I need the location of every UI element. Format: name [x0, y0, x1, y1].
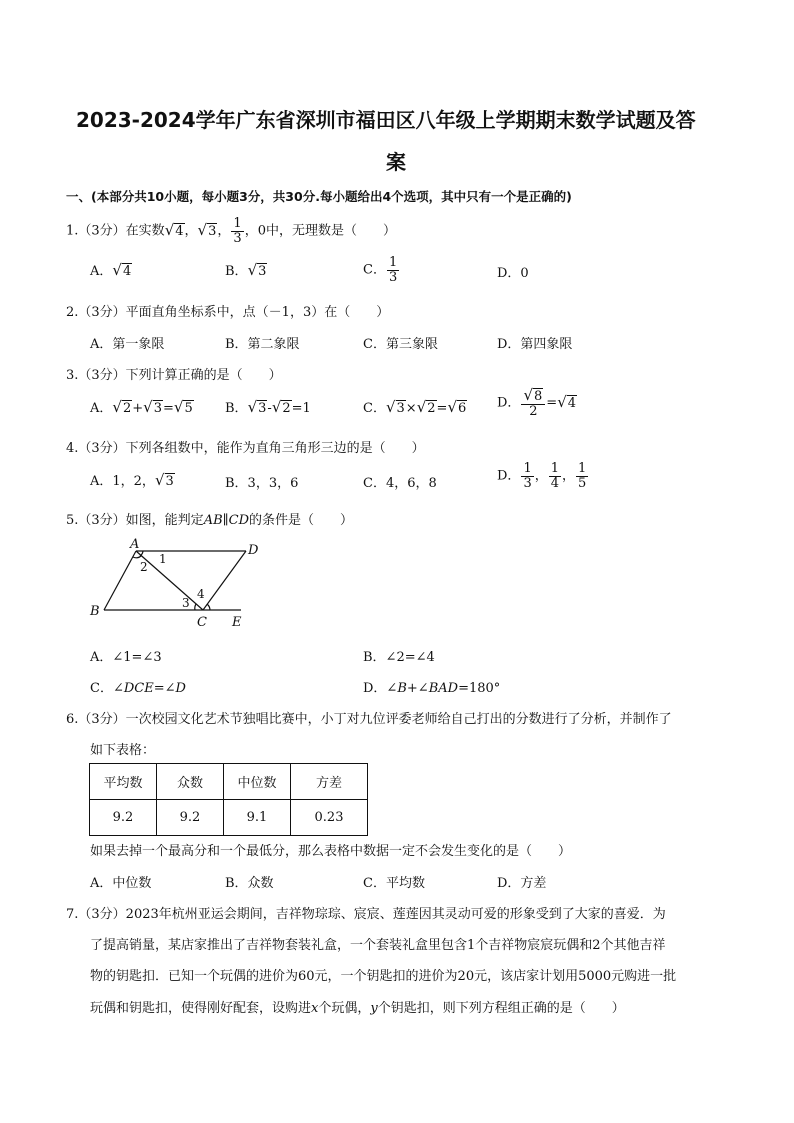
- question-6-stem-line1: 6.（3分）一次校园文化艺术节独唱比赛中，小丁对九位评委老师给自己打出的分数进行了分析，并制作了: [66, 712, 672, 727]
- question-7-line2: 了提高销量，某店家推出了吉祥物套装礼盒，一个套装礼盒里包含1个吉祥物宸宸玩偶和2个其他吉祥: [90, 938, 666, 953]
- angle-arc-4: [207, 604, 210, 610]
- question-1-stem: [66, 217, 396, 245]
- q4-option-b: B．3，3，6: [225, 476, 299, 491]
- fraction-one-third: $\frac{1}{3}$: [233, 216, 242, 246]
- q1-stem-start: 1.（3分）在实数: [66, 223, 165, 239]
- sqrt-3: √3: [197, 220, 217, 239]
- point-label-a: A: [130, 537, 140, 552]
- q2-option-a: A．第一象限: [90, 337, 165, 352]
- table-row: [90, 800, 368, 836]
- q5-option-c: C．∠DCE=∠D: [90, 681, 186, 696]
- q1-comma: ，: [217, 223, 231, 239]
- table-cell: 9.2: [90, 800, 157, 836]
- q1-option-c: C． $\frac{1}{3}$: [363, 255, 398, 285]
- question-2-stem: 2.（3分）平面直角坐标系中，点（－1，3）在（ ）: [66, 305, 390, 320]
- angle-label-2: 2: [140, 560, 148, 574]
- section-heading: 一、(本部分共10小题，每小题3分，共30分.每小题给出4个选项，其中只有一个是正确的): [66, 189, 572, 204]
- q4-option-a: A．1，2，√3: [90, 471, 174, 489]
- angle-label-1: 1: [159, 552, 167, 566]
- q1-stem-end: ，0中，无理数是（ ）: [244, 223, 396, 239]
- q3-option-b: B．√3-√2=1: [225, 398, 311, 416]
- q3-option-d: D． $\frac{√8}{2}$ =√4: [497, 386, 577, 419]
- table-header-cell: 平均数: [90, 764, 157, 800]
- table-header-cell: 方差: [291, 764, 368, 800]
- table-cell: 9.1: [224, 800, 291, 836]
- question-6-stem-line3: 如果去掉一个最高分和一个最低分，那么表格中数据一定不会发生变化的是（ ）: [90, 844, 572, 859]
- q6-option-c: C．平均数: [363, 876, 425, 891]
- q6-option-a: A．中位数: [90, 876, 152, 891]
- q4-option-c: C．4，6，8: [363, 476, 437, 491]
- q2-option-b: B．第二象限: [225, 337, 300, 352]
- angle-arc-3: [195, 604, 196, 610]
- question-4-stem: 4.（3分）下列各组数中，能作为直角三角形三边的是（ ）: [66, 441, 425, 456]
- question-7-line3: 物的钥匙扣．已知一个玩偶的进价为60元，一个钥匙扣的进价为20元，该店家计划用5000元购进一批: [90, 969, 677, 984]
- question-3-stem: 3.（3分）下列计算正确的是（ ）: [66, 368, 282, 383]
- angle-arc-1: [140, 551, 143, 556]
- angle-arc-2: [133, 556, 141, 558]
- question-6-stem-line2: 如下表格：: [90, 743, 156, 758]
- q5-option-b: B．∠2=∠4: [363, 650, 435, 665]
- angle-label-4: 4: [197, 587, 205, 601]
- point-label-b: B: [90, 604, 100, 619]
- point-label-e: E: [232, 615, 242, 630]
- table-header-cell: 众数: [157, 764, 224, 800]
- q4-option-d: D． $\frac{1}{3}$ ， $\frac{1}{4}$ ， $\frac{1}{5}$: [497, 461, 587, 491]
- q5-option-d: D．∠B+∠BAD=180°: [363, 681, 501, 696]
- question-5-stem: 5.（3分）如图，能判定AB∥CD的条件是（ ）: [66, 513, 354, 528]
- q2-option-c: C．第三象限: [363, 337, 438, 352]
- q6-option-b: B．众数: [225, 876, 274, 891]
- point-label-c: C: [197, 615, 207, 630]
- q3-option-c: C．√3×√2=√6: [363, 398, 467, 416]
- table-cell: 0.23: [291, 800, 368, 836]
- question-7-line4: 玩偶和钥匙扣，使得刚好配套，设购进x个玩偶，y个钥匙扣，则下列方程组正确的是（ ）: [90, 1001, 625, 1016]
- q6-option-d: D．方差: [497, 876, 547, 891]
- page-title-line1: 2023-2024学年广东省深圳市福田区八年级上学期期末数学试题及答: [76, 108, 696, 132]
- question-7-line1: 7.（3分）2023年杭州亚运会期间，吉祥物琮琮、宸宸、莲莲因其灵动可爱的形象受到了大家的喜爱．为: [66, 907, 666, 922]
- table-header-row: [90, 764, 368, 800]
- q1-option-a: A．√4: [90, 261, 132, 279]
- q1-option-d: D．0: [497, 266, 529, 281]
- parallelogram-figure: [86, 537, 259, 630]
- q5-option-a: A．∠1=∠3: [90, 650, 162, 665]
- q1-comma: ，: [184, 223, 198, 239]
- point-label-d: D: [248, 543, 259, 558]
- table-header-cell: 中位数: [224, 764, 291, 800]
- angle-label-3: 3: [182, 596, 190, 610]
- page-title-line2: 案: [386, 150, 406, 174]
- q2-option-d: D．第四象限: [497, 337, 573, 352]
- q3-option-a: A．√2+√3=√5: [90, 398, 193, 416]
- segment-ab: [104, 551, 136, 610]
- q1-option-b: B．√3: [225, 261, 267, 279]
- sqrt-4: √4: [164, 220, 184, 239]
- score-stats-table: [89, 763, 368, 836]
- table-cell: 9.2: [157, 800, 224, 836]
- segment-cd: [203, 551, 246, 610]
